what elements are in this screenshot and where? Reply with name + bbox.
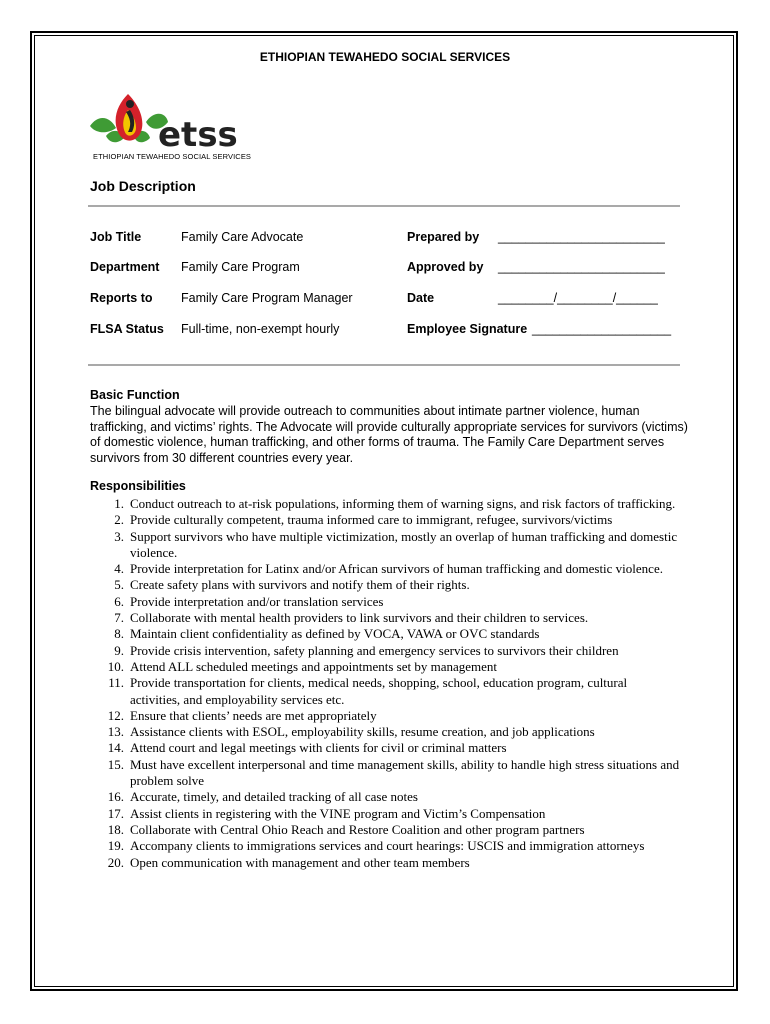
list-item-text: Attend court and legal meetings with clients for civil or criminal matters [130, 740, 507, 756]
prepared-by-field[interactable]: ________________________ [498, 230, 665, 244]
list-item [90, 561, 680, 577]
list-item-number: 10. [107, 658, 124, 674]
list-item-text: Provide crisis intervention, safety planning and emergency services to survivors their children [130, 642, 619, 658]
list-item [90, 740, 680, 756]
list-item-number: 8. [114, 626, 124, 642]
list-item [90, 838, 680, 854]
logo-subtext: ETHIOPIAN TEWAHEDO SOCIAL SERVICES [93, 152, 252, 161]
list-item-text: Accurate, timely, and detailed tracking of all case notes [130, 789, 418, 805]
divider-top [88, 205, 680, 207]
list-item-number: 12. [107, 707, 124, 723]
list-item-text: Collaborate with mental health providers to link survivors and their children to services. [130, 610, 589, 626]
list-item-text: Maintain client confidentiality as defined by VOCA, VAWA or OVC standards [130, 626, 540, 642]
department-value: Family Care Program [181, 260, 300, 274]
logo-wordmark: etss [158, 115, 238, 155]
basic-function-heading: Basic Function [90, 388, 180, 402]
list-item [90, 724, 680, 740]
list-item [90, 806, 680, 822]
list-item-text: Provide interpretation for Latinx and/or African survivors of human trafficking and domestic violence. [130, 561, 663, 577]
list-item-text: Ensure that clients’ needs are met appropriately [130, 707, 377, 723]
list-item-text: Assist clients in registering with the VINE program and Victim’s Compensation [130, 805, 546, 821]
list-item [90, 822, 680, 838]
list-item [90, 529, 680, 562]
list-item [90, 675, 680, 708]
list-item-text: Open communication with management and other team members [130, 854, 470, 870]
job-title-value: Family Care Advocate [181, 230, 304, 244]
list-item-number: 2. [114, 512, 124, 528]
list-item-number: 13. [107, 724, 124, 740]
list-item-number: 6. [114, 593, 124, 609]
list-item-number: 11. [108, 675, 124, 691]
list-item [90, 594, 680, 610]
list-item-number: 9. [114, 642, 124, 658]
list-item-text: Create safety plans with survivors and notify them of their rights. [130, 577, 470, 593]
list-item [90, 643, 680, 659]
list-item-text: Accompany clients to immigrations services and court hearings: USCIS and immigration attorneys [130, 838, 645, 854]
list-item-number: 15. [107, 756, 124, 772]
reports-to-value: Family Care Program Manager [181, 291, 353, 305]
approved-by-label: Approved by [407, 260, 484, 274]
list-item [90, 577, 680, 593]
employee-signature-field[interactable]: ____________________ [532, 322, 672, 336]
responsibilities-heading: Responsibilities [90, 479, 186, 493]
list-item-number: 7. [114, 610, 124, 626]
list-item [90, 496, 680, 512]
basic-function-text: The bilingual advocate will provide outreach to communities about intimate partner violence, human trafficking, and victims’ rights. The Advocate will provide culturally appropriate services for survivors (victims) of domestic violence, human trafficking, and other forms of trauma. The Family Care Department serves survivors from 30 different countries every year. [90, 404, 688, 465]
list-item-number: 18. [107, 821, 124, 837]
list-item-text: Provide culturally competent, trauma informed care to immigrant, refugee, survivors/victims [130, 512, 613, 528]
organization-name: ETHIOPIAN TEWAHEDO SOCIAL SERVICES [259, 50, 511, 64]
list-item-text: Provide interpretation and/or translation services [130, 593, 384, 609]
list-item-number: 1. [114, 496, 124, 511]
flsa-status-label: FLSA Status [90, 322, 164, 336]
list-item [90, 626, 680, 642]
approved-by-field[interactable]: ________________________ [498, 260, 665, 274]
list-item-text: Support survivors who have multiple victimization, mostly an overlap of human trafficking and domestic violence. [130, 528, 678, 560]
list-item [90, 512, 680, 528]
list-item-number: 20. [107, 854, 124, 870]
list-item-number: 3. [114, 528, 124, 544]
list-item-number: 16. [107, 789, 124, 805]
responsibilities-list [90, 496, 680, 871]
list-item-number: 5. [114, 577, 124, 593]
list-item-text: Collaborate with Central Ohio Reach and Restore Coalition and other program partners [130, 821, 585, 837]
list-item-text: Conduct outreach to at-risk populations, informing them of warning signs, and risk factors of trafficking. [130, 496, 676, 511]
divider-bottom [88, 364, 680, 366]
employee-signature-label: Employee Signature [407, 322, 528, 336]
prepared-by-label: Prepared by [407, 230, 480, 244]
list-item-text: Must have excellent interpersonal and time management skills, ability to handle high stress situations and problem solve [130, 756, 680, 789]
list-item-number: 17. [107, 805, 124, 821]
date-label: Date [407, 291, 435, 305]
job-description-title: Job Description [90, 178, 196, 194]
list-item-number: 14. [107, 740, 124, 756]
list-item [90, 708, 680, 724]
date-field[interactable]: ________/________/______ [498, 291, 658, 305]
list-item-number: 19. [107, 838, 124, 854]
list-item [90, 757, 680, 790]
department-label: Department [90, 260, 160, 274]
list-item-text: Attend ALL scheduled meetings and appointments set by management [130, 658, 498, 674]
list-item [90, 789, 680, 805]
list-item-number: 4. [114, 561, 124, 577]
list-item [90, 659, 680, 675]
job-title-label: Job Title [90, 230, 142, 244]
list-item [90, 855, 680, 871]
flsa-status-value: Full-time, non-exempt hourly [181, 322, 340, 336]
reports-to-label: Reports to [90, 291, 153, 305]
list-item [90, 610, 680, 626]
list-item-text: Assistance clients with ESOL, employability skills, resume creation, and job applications [130, 724, 595, 740]
list-item-text: Provide transportation for clients, medical needs, shopping, school, education program, cultural activities, and employability services etc. [130, 675, 628, 707]
